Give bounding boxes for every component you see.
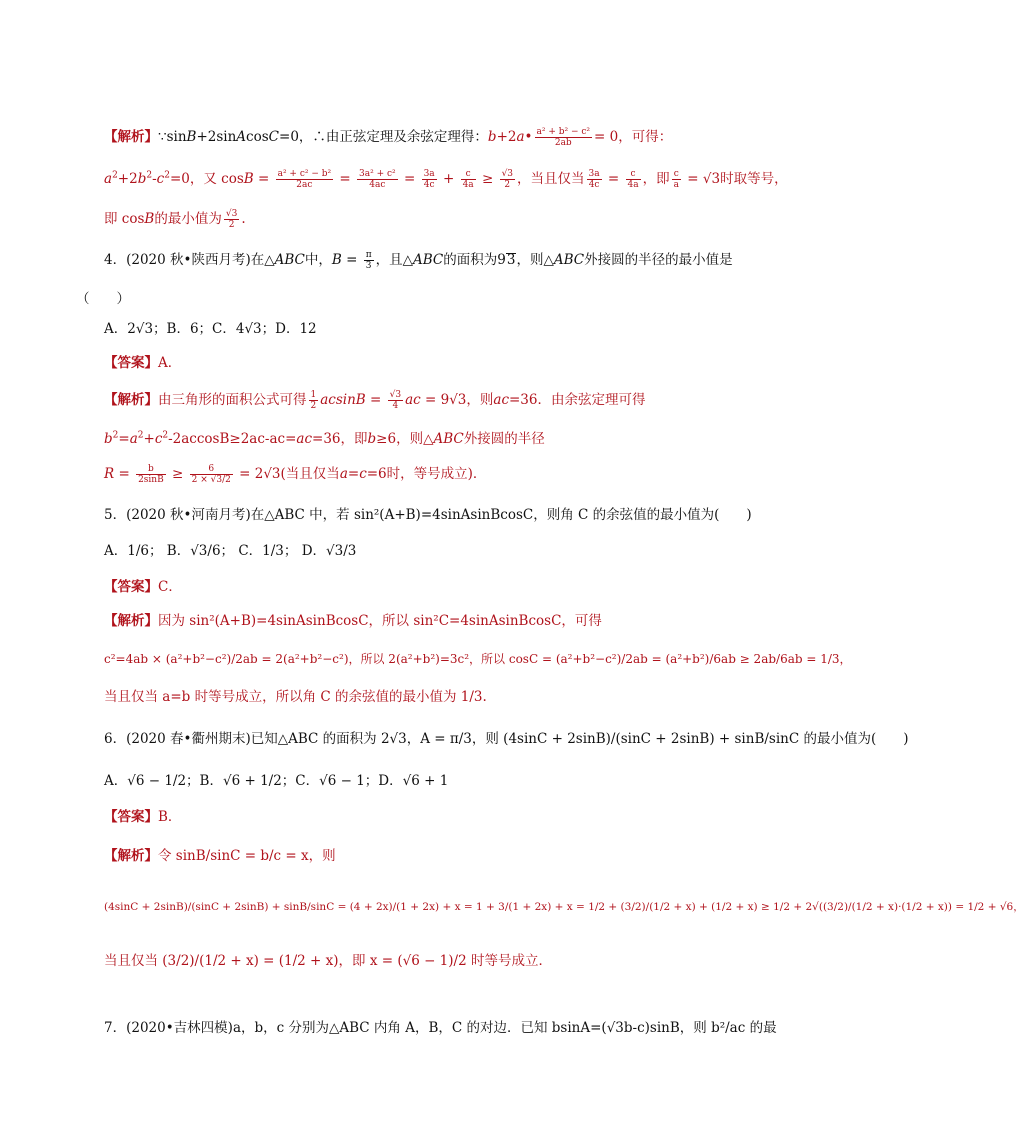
question-4-solution-2: $b^2=a^2+c^2-2accosB\ge 2ac-ac=ac=36$，即b≥6，则△ABC外接圆的半径 <box>104 430 545 447</box>
question-6-options: A．√6 − 1/2；B．√6 + 1/2；C．√6 − 1；D．√6 + 1 <box>104 773 449 789</box>
question-5-answer: 【答案】C． <box>104 579 182 595</box>
option-d: D．√3/3 <box>301 543 357 559</box>
option-a: A．1/6； <box>104 543 163 559</box>
option-b: B．√3/6； <box>166 543 235 559</box>
solution-3-line-3: 即 cosB的最小值为 $\frac{√3}{2}$ . <box>104 209 246 230</box>
question-6-stem: 6．(2020 春•衢州期末)已知△ABC 的面积为 2√3，A = π/3，则 (4sinC + 2sinB)/(sinC + 2sinB) + sinB/sinC 的最小值为( ) <box>104 731 909 747</box>
question-6-solution-2: (4sinC + 2sinB)/(sinC + 2sinB) + sinB/sinC = (4 + 2x)/(1 + 2x) + x = 1 + 3/(1 + 2x) + x = 1/2 + (3/2)/(1/2 + x) + (1/2 + x) ≥ 1/2 + 2√((3/2)/(1/2 + x)·(1/2 + x)) = 1/2 + √6， <box>104 901 1024 913</box>
solution-3-line-1: 【解析】∵sinB+2sinAcosC=0，∴由正弦定理及余弦定理得：b+2a• $\frac{\text{a² + b² − c²}}{2ab}$ = 0，可得： <box>104 127 673 148</box>
question-4-answer: 【答案】A． <box>104 355 182 371</box>
question-4-solution-1: 【解析】由三角形的面积公式可得 $\frac{1}{2}$ acsinB = $\frac{√3}{4}$ ac = 9√3，则ac=36．由余弦定理可得 <box>104 390 646 411</box>
question-4-stem: 4．(2020 秋•陕西月考)在△ABC中，B = $\frac{\pi}{3}$ ，且△ABC的面积为93，则△ABC外接圆的半径的最小值是 <box>104 250 733 271</box>
question-5-solution-3: 当且仅当 a=b 时等号成立，所以角 C 的余弦值的最小值为 1/3. <box>104 689 487 705</box>
question-5-solution-2: c²=4ab × (a²+b²−c²)/2ab = 2(a²+b²−c²)，所以 2(a²+b²)=3c²，所以 cosC = (a²+b²−c²)/2ab = (a²+b²)/6ab ≥ 2ab/6ab = 1/3， <box>104 652 852 666</box>
question-5-stem: 5．(2020 秋•河南月考)在△ABC 中，若 sin²(A+B)=4sinAsinBcosC，则角 C 的余弦值的最小值为( ) <box>104 507 752 523</box>
solution-3-line-2: $a^2+2b^2-c^2=0$，又 cosB = $\frac{\text{a² + c² − b²}}{2ac}$ = $\frac{\text{3a² + c²}}{4ac}$ = $\frac{3a}{4c}$ + $\frac{c}{4a}$ ≥ $\frac{√3}{2}$ ，当且仅当 $\frac{3a}{4c}$ = $\frac{c}{4a}$ ，即 $\frac{c}{a}$ = √3时取等号， <box>104 169 788 190</box>
question-6-solution-1: 【解析】令 sinB/sinC = b/c = x，则 <box>104 848 336 864</box>
analysis-label: 【解析】 <box>104 129 158 145</box>
question-7-stem: 7．(2020•吉林四模)a，b，c 分别为△ABC 内角 A，B，C 的对边．已知 bsinA=(√3b-c)sinB，则 b²/ac 的最 <box>104 1020 777 1036</box>
question-6-answer: 【答案】B． <box>104 809 182 825</box>
question-4-solution-3: R = $\frac{b}{2\sin B}$ ≥ $\frac{6}{2 \times √3/2}$ = 2√3(当且仅当a=c=6时，等号成立)． <box>104 464 487 485</box>
question-5-solution-1: 【解析】因为 sin²(A+B)=4sinAsinBcosC，所以 sin²C=4sinAsinBcosC，可得 <box>104 613 602 629</box>
question-4-paren: （ ） <box>76 291 130 307</box>
question-4-options: A．2√3；B．6；C．4√3；D．12 <box>104 321 317 337</box>
option-c: C．1/3； <box>238 543 298 559</box>
question-5-options <box>104 540 714 562</box>
question-6-solution-3: 当且仅当 (3/2)/(1/2 + x) = (1/2 + x)，即 x = (√6 − 1)/2 时等号成立． <box>104 953 552 969</box>
